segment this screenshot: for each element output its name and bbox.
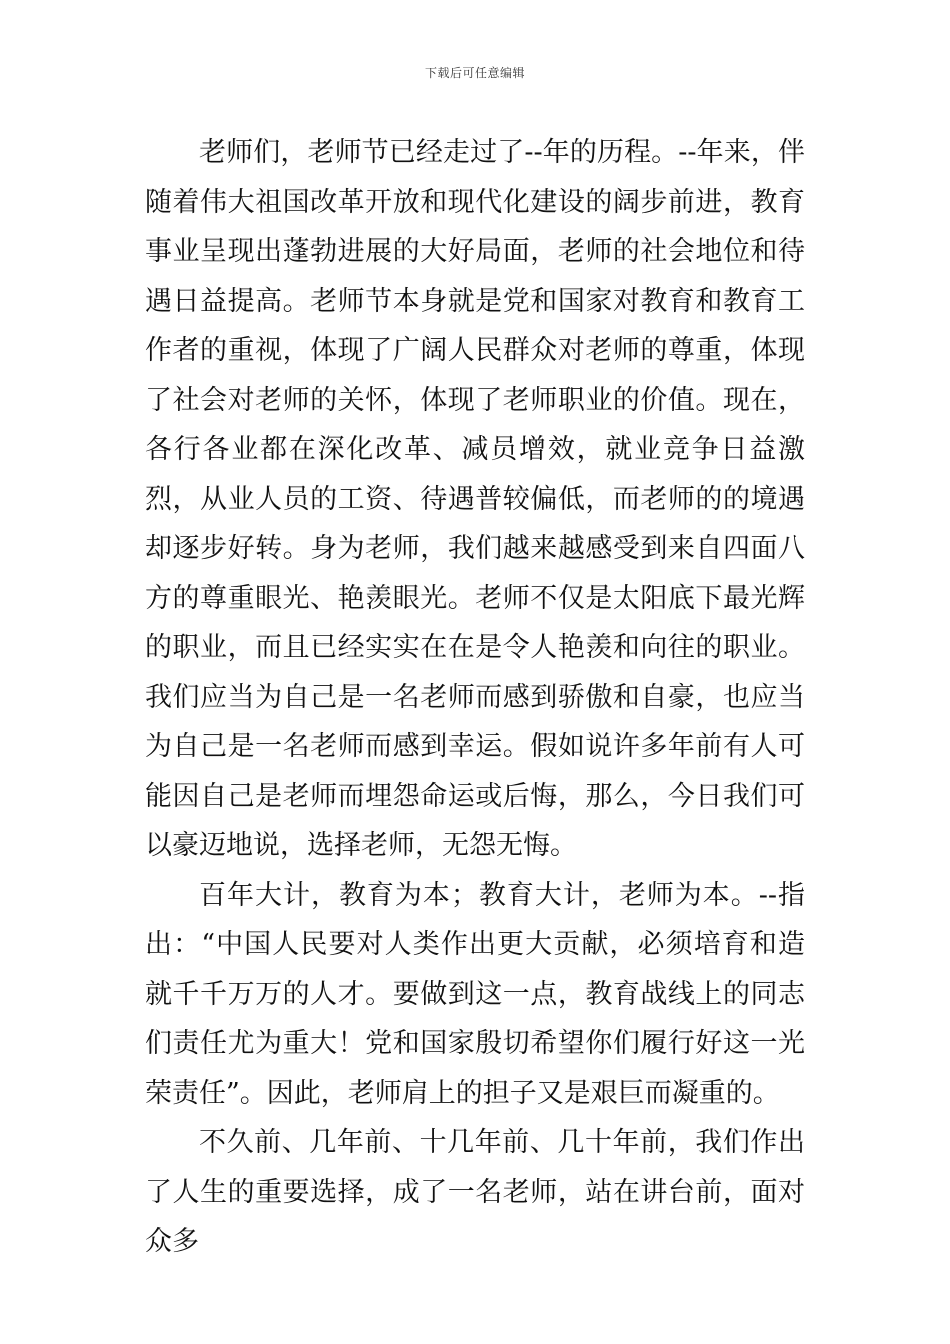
paragraph-1: 老师们，老师节已经走过了--年的历程。--年来，伴随着伟大祖国改革开放和现代化建设的阔步前进，教育事业呈现出蓬勃进展的大好局面，老师的社会地位和待遇日益提高。老师节本身就是党和国家对教育和教育工作者的重视，体现了广阔人民群众对老师的尊重，体现了社会对老师的关怀，体现了老师职业的价值。现在，各行各业都在深化改革、减员增效，就业竞争日益激烈，从业人员的工资、待遇普较偏低，而老师的的境遇却逐步好转。身为老师，我们越来越感受到来自四面八方的尊重眼光、艳羡眼光。老师不仅是太阳底下最光辉的职业，而且已经实实在在是令人艳羡和向往的职业。我们应当为自己是一名老师而感到骄傲和自豪，也应当为自己是一名老师而感到幸运。假如说许多年前有人可能因自己是老师而埋怨命运或后悔，那么，今日我们可以豪迈地说，选择老师，无怨无悔。 [145,137,805,861]
paragraph-3: 不久前、几年前、十几年前、几十年前，我们作出了人生的重要选择，成了一名老师，站在讲台前，面对众多 [145,1127,805,1257]
document-body [145,128,805,1267]
paragraph-2: 百年大计，教育为本；教育大计，老师为本。--指出：“中国人民要对人类作出更大贡献，必须培育和造就千千万万的人才。要做到这一点，教育战线上的同志们责任尤为重大！党和国家殷切希望你们履行好这一光荣责任”。因此，老师肩上的担子又是艰巨而凝重的。 [145,879,805,1109]
page-header: 下载后可任意编辑 [424,66,525,80]
